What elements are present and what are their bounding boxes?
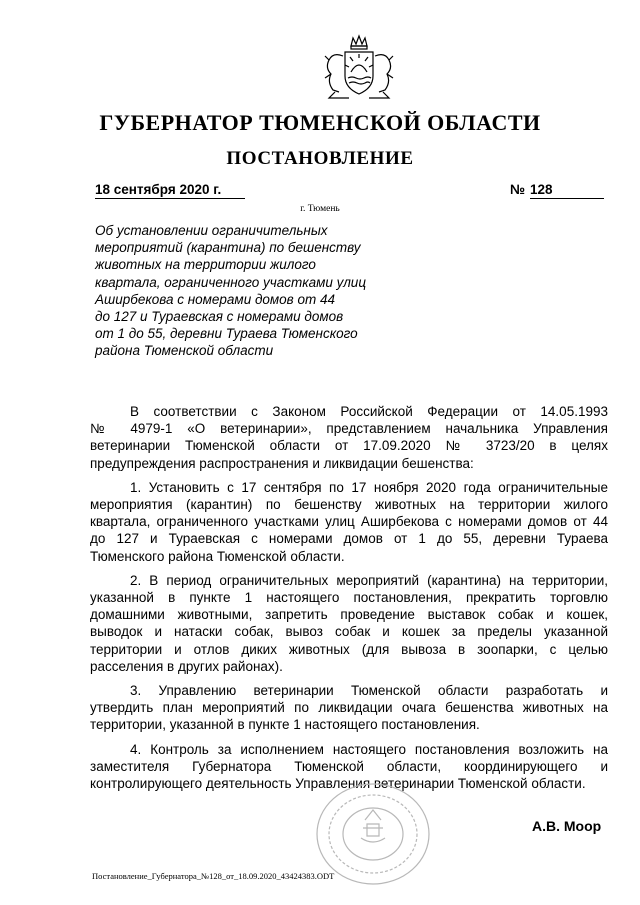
body-line: ветеринарии Тюменской области от 17.09.2020 № 3723/20 в целях <box>90 438 608 454</box>
preamble-paragraph <box>90 403 608 472</box>
subject-line: до 127 и Тураевская с номерами домов <box>95 309 344 325</box>
body-line: 3. Управлению ветеринарии Тюменской области разработать и <box>130 683 608 699</box>
body-line: Тюменского района Тюменской области. <box>90 548 345 564</box>
body-line: В соответствии с Законом Российской Федерации от 14.05.1993 <box>130 404 608 419</box>
body-line: до 127 и Тураевская с номерами домов от 1 до 55, деревни Тураева <box>90 531 608 547</box>
body-line: 4. Контроль за исполнением настоящего постановления возложить на <box>130 741 608 757</box>
document-place: г. Тюмень <box>300 204 340 214</box>
document-body <box>90 403 608 799</box>
body-line: предупреждения распространения и ликвидации бешенства: <box>90 455 474 471</box>
number-label: № <box>510 182 526 197</box>
document-number: 128 <box>530 182 604 199</box>
file-footer: Постановление_Губернатора_№128_от_18.09.2020_43424383.ODT <box>92 871 335 881</box>
body-line: расселения в других районах). <box>90 658 283 674</box>
clause-2-paragraph <box>90 572 608 675</box>
subject-line: района Тюменской области <box>95 343 274 359</box>
body-line: территории и отлов диких животных (для вывоза в зоопарки, с целью <box>90 641 608 657</box>
body-line: контролирующего деятельность Управления ветеринарии Тюменской области. <box>90 776 586 792</box>
subject-line: мероприятий (карантина) по бешенству <box>95 240 361 256</box>
body-line: № 4979-1 «О ветеринарии», представлением начальника Управления <box>90 421 608 437</box>
signatory-name: А.В. Моор <box>532 818 602 834</box>
subject-line: животных на территории жилого <box>95 257 316 273</box>
body-line: указанной в пункте 1 настоящего постановления, прекратить торговлю <box>90 590 608 606</box>
subject-line: Об установлении ограничительных <box>95 223 328 238</box>
body-line: территории, указанной в пункте 1 настоящего постановления. <box>90 717 480 733</box>
document-type-heading: ПОСТАНОВЛЕНИЕ <box>226 148 414 169</box>
clause-1-paragraph <box>90 479 608 565</box>
body-line: 2. В период ограничительных мероприятий (карантина) на территории, <box>130 572 608 588</box>
body-line: утвердить план мероприятий по ликвидации очага бешенства животных на <box>90 700 608 716</box>
body-line: заместителя Губернатора Тюменской области, координирующего и <box>90 758 608 774</box>
body-line: выводок и натаски собак, вывоз собак и кошек за пределы указанной <box>90 624 608 640</box>
issuer-title: ГУБЕРНАТОР ТЮМЕНСКОЙ ОБЛАСТИ <box>99 110 541 135</box>
subject-line: квартала, ограниченного участками улиц <box>95 274 367 290</box>
subject-line: Аширбекова с номерами домов от 44 <box>95 291 336 307</box>
body-line: домашними животными, запретить проведение выставок собак и кошек, <box>90 607 608 623</box>
body-line: мероприятия (карантин) по бешенству животных на территории жилого <box>90 497 608 513</box>
coat-of-arms-emblem <box>315 34 403 100</box>
body-line: квартала, ограниченного участками улиц Аширбекова с номерами домов от 44 <box>90 514 608 530</box>
document-date: 18 сентября 2020 г. <box>95 182 245 199</box>
document-subject <box>95 222 395 360</box>
subject-line: от 1 до 55, деревни Тураева Тюменского <box>95 326 358 342</box>
body-line: 1. Установить с 17 сентября по 17 ноября 2020 года ограничительные <box>130 479 608 495</box>
clause-3-paragraph <box>90 682 608 734</box>
